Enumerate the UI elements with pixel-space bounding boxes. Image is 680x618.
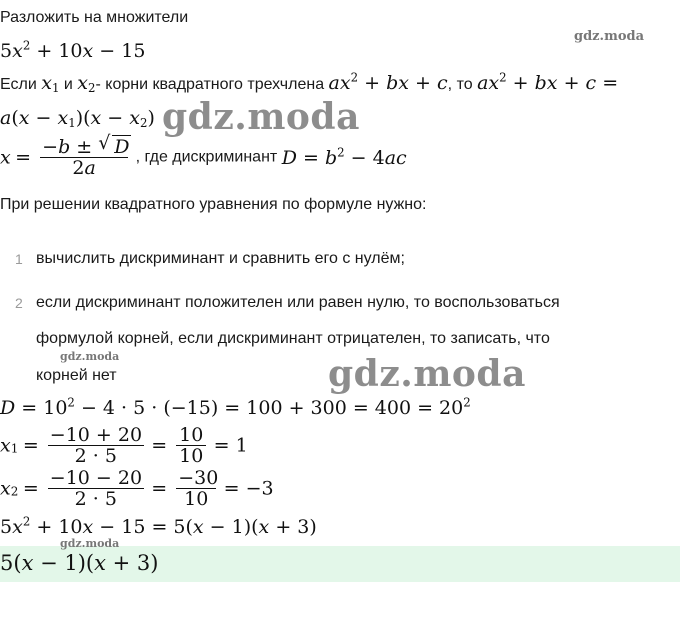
watermark-big-1: gdz.moda [162,96,360,138]
watermark-big-2: gdz.moda [328,353,526,395]
task-title: Разложить на множители [0,9,189,26]
watermark-small-bottom: gdz.moda [60,537,120,550]
theory-line-1: Если $x_1$ и $x_2-$ корни квадратного трехчлена $ax^2$ + bx + c, то $ax^2$ + bx + c = [0,70,619,95]
watermark-small-mid: gdz.moda [60,350,120,363]
root-x2: $x_2$ = $\frac{-10 - 20}{2 \cdot 5}$ = $\frac{-30}{10}$ = −3 [0,467,274,510]
watermark-small-top: gdz.moda [574,29,645,44]
step-2-text-line-3: корней нет [36,367,117,384]
step-2-number: 2 [15,295,23,311]
step-1-number: 1 [15,251,23,267]
discriminant-calc: $D = 10^2 - 4 \cdot 5 \cdot (-15) = 100 + 300 = 400 = 20^2$ [0,395,471,419]
factored-expression: $5x^2 + 10x - 15 = 5(x - 1)(x + 3)$ [0,514,317,538]
step-2-text-line-2: формулой корней, если дискриминант отрицателен, то записать, что [36,330,550,347]
step-1-text: вычислить дискриминант и сравнить его с нулём; [36,250,405,267]
theory-line-2: $a(x - x_1)(x - x_2)$ [0,107,155,130]
step-2-text-line-1: если дискриминант положителен или равен нулю, то воспользоваться [36,294,560,311]
task-expression: $5x^2 + 10x - 15$ [0,38,146,62]
root-x1: $x_1$ = $\frac{-10 + 20}{2 \cdot 5}$ = $\frac{10}{10}$ = 1 [0,424,248,467]
solve-intro: При решении квадратного уравнения по формуле нужно: [0,196,427,213]
answer: 5(x − 1)(x + 3) [0,551,159,575]
quadratic-formula: x = −b ± √ D 2a , где дискриминант $D = b^2 - 4ac$ [0,132,407,179]
